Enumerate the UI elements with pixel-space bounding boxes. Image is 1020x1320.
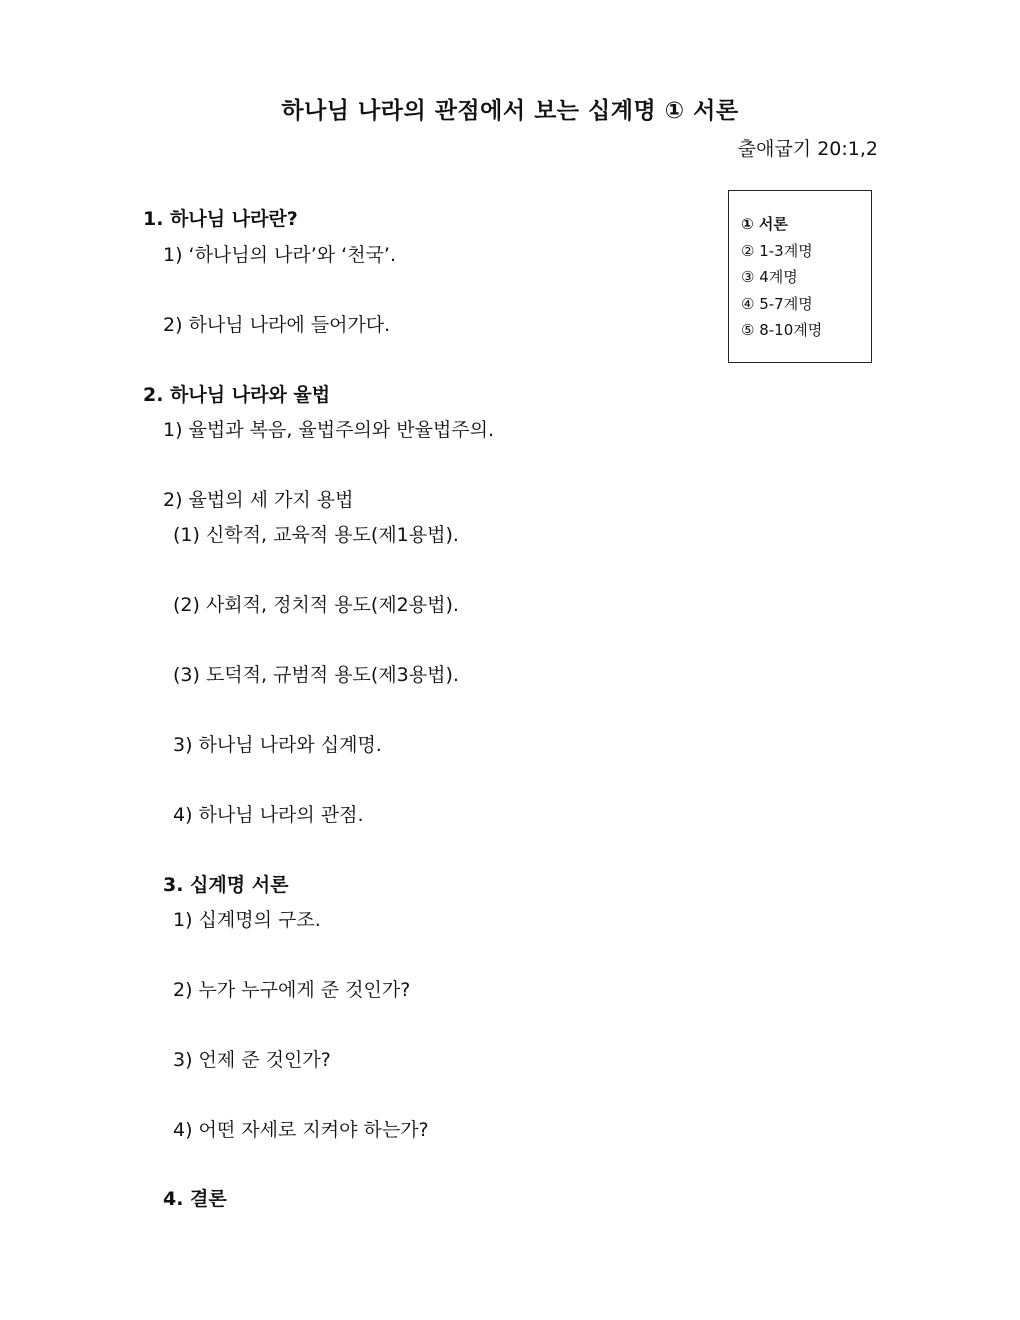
section-2-subitem-3: (3) 도덕적, 규범적 용도(제3용법).	[173, 664, 459, 686]
toc-item-5-7: ④ 5-7계명	[741, 294, 813, 313]
section-2-subitem-1: (1) 신학적, 교육적 용도(제1용법).	[173, 524, 459, 546]
section-3-item-1: 1) 십계명의 구조.	[173, 909, 321, 931]
toc-item-1-3: ② 1-3계명	[741, 241, 813, 260]
toc-item-8-10: ⑤ 8-10계명	[741, 321, 823, 339]
section-2-item-2: 2) 율법의 세 가지 용법	[163, 489, 354, 511]
scripture-reference: 출애굽기 20:1,2	[737, 138, 878, 160]
section-2-item-3: 3) 하나님 나라와 십계명.	[173, 734, 382, 756]
toc-item-intro: ① 서론	[741, 215, 788, 233]
section-3-heading: 3. 십계명 서론	[163, 874, 289, 896]
section-2-subitem-2: (2) 사회적, 정치적 용도(제2용법).	[173, 594, 459, 616]
section-1-item-2: 2) 하나님 나라에 들어가다.	[163, 314, 391, 336]
section-3-item-2: 2) 누가 누구에게 준 것인가?	[173, 979, 411, 1001]
series-toc-box	[728, 190, 872, 363]
section-3-item-3: 3) 언제 준 것인가?	[173, 1049, 331, 1071]
section-4-heading: 4. 결론	[163, 1188, 227, 1210]
section-2-heading: 2. 하나님 나라와 율법	[143, 384, 331, 406]
section-1-item-1: 1) ‘하나님의 나라’와 ‘천국’.	[163, 244, 397, 266]
section-2-item-4: 4) 하나님 나라의 관점.	[173, 804, 364, 826]
toc-item-4: ③ 4계명	[741, 268, 798, 286]
section-2-item-1: 1) 율법과 복음, 율법주의와 반율법주의.	[163, 419, 495, 441]
section-1-heading: 1. 하나님 나라란?	[143, 208, 298, 230]
section-3-item-4: 4) 어떤 자세로 지켜야 하는가?	[173, 1119, 429, 1141]
page-title: 하나님 나라의 관점에서 보는 십계명 ① 서론	[281, 98, 739, 124]
